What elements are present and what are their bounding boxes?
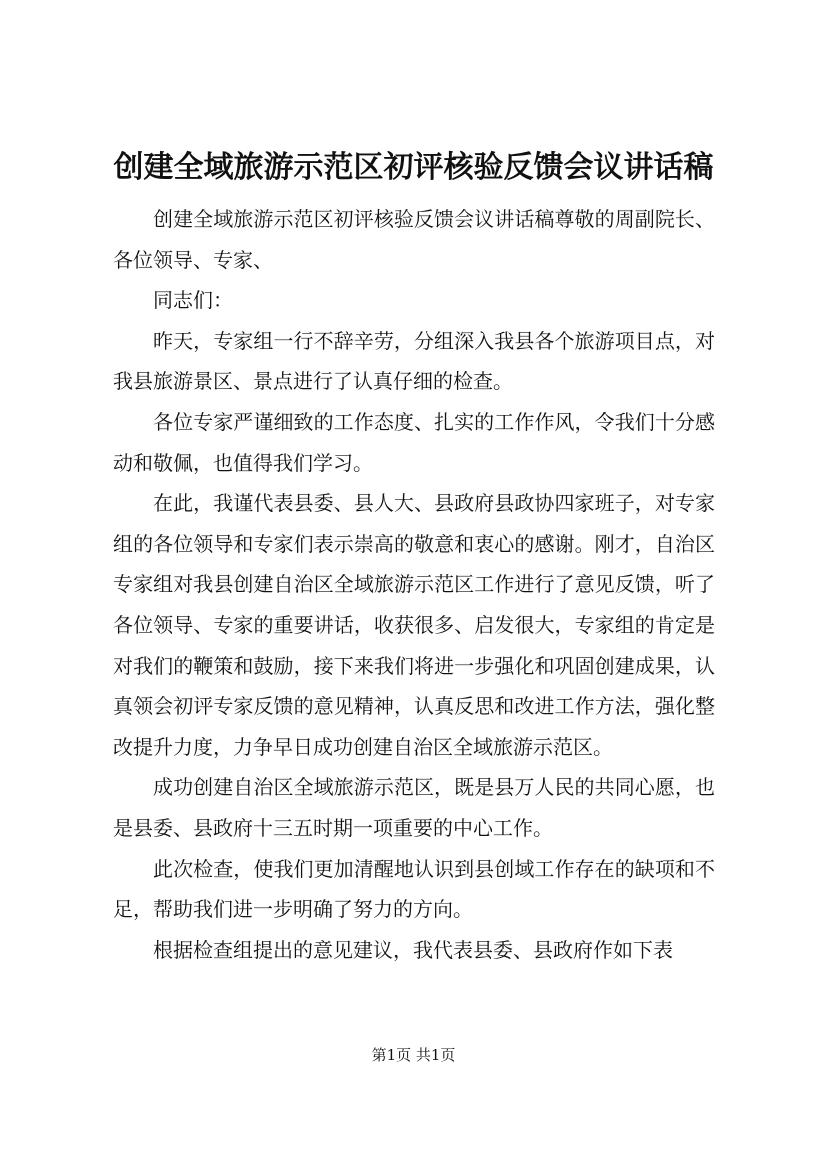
paragraph: 此次检查，使我们更加清醒地认识到县创域工作存在的缺项和不足，帮助我们进一步明确了努力的方向。: [113, 856, 715, 922]
paragraph: 昨天，专家组一行不辞辛劳，分组深入我县各个旅游项目点，对我县旅游景区、景点进行了认真仔细的检查。: [113, 328, 715, 394]
document-body: [113, 199, 715, 970]
paragraph: 根据检查组提出的意见建议，我代表县委、县政府作如下表: [153, 937, 673, 962]
paragraph: 创建全域旅游示范区初评核验反馈会议讲话稿尊敬的周副院长、各位领导、专家、: [113, 207, 715, 272]
page-footer: 第1页 共1页: [371, 1046, 456, 1064]
paragraph: 成功创建自治区全域旅游示范区，既是县万人民的共同心愿，也是县委、县政府十三五时期一项重要的中心工作。: [113, 775, 715, 840]
paragraph: 同志们：: [153, 288, 233, 313]
document-title: 创建全域旅游示范区初评核验反馈会议讲话稿: [113, 150, 714, 185]
paragraph: 在此，我谨代表县委、县人大、县政府县政协四家班子，对专家组的各位领导和专家们表示崇高的敬意和衷心的感谢。刚才，自治区专家组对我县创建自治区全域旅游示范区工作进行了意见反馈，听了各位领导、专家的重要讲话，收获很多、启发很大，专家组的肯定是对我们的鞭策和鼓励，接下来我们将进一步强化和巩固创建成果，认真领会初评专家反馈的意见精神，认真反思和改进工作方法，强化整改提升力度，力争早日成功创建自治区全域旅游示范区。: [113, 491, 715, 759]
paragraph: 各位专家严谨细致的工作态度、扎实的工作作风，令我们十分感动和敬佩，也值得我们学习。: [113, 409, 715, 475]
